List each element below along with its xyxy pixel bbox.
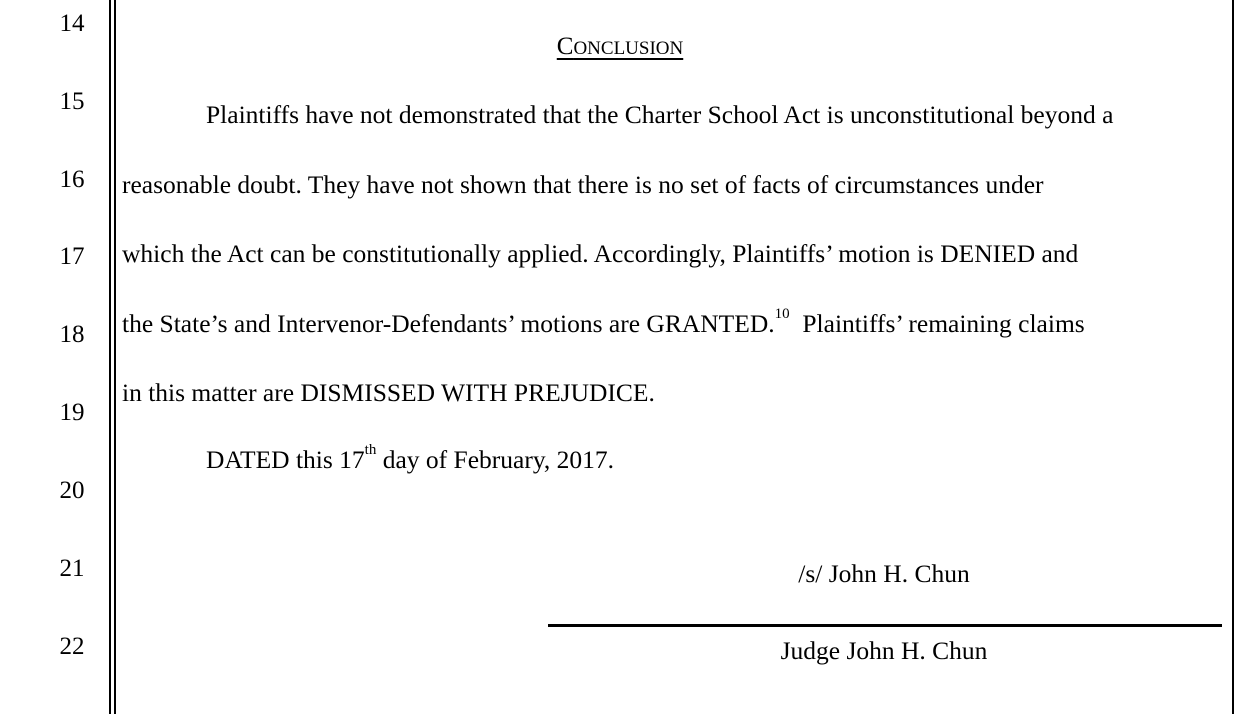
line-number: 21 <box>59 555 85 582</box>
electronic-signature: /s/ John H. Chun <box>798 559 970 588</box>
dated-line <box>206 442 615 474</box>
signature-line <box>548 624 1222 627</box>
body-line-2: reasonable doubt. They have not shown that there is no set of facts of circumstances under <box>122 170 1044 199</box>
line-number: 14 <box>59 10 85 37</box>
body-line-5: in this matter are DISMISSED WITH PREJUDICE. <box>122 378 655 407</box>
line-number: 22 <box>59 633 85 660</box>
footnote-marker: 10 <box>774 306 790 322</box>
line-number: 18 <box>59 321 85 348</box>
heading-first-letter: C <box>556 33 574 60</box>
body-line-1: Plaintiffs have not demonstrated that the Charter School Act is unconstitutional beyond a <box>206 100 1114 129</box>
body-line-4 <box>122 306 1085 338</box>
dated-prefix: DATED this 17 <box>206 445 365 474</box>
left-margin-rule-inner <box>114 0 116 714</box>
dated-suffix: day of February, 2017. <box>376 445 615 474</box>
line-number: 19 <box>59 399 85 426</box>
dated-ordinal: th <box>364 442 377 458</box>
line-number: 17 <box>59 243 85 270</box>
body-line-4-tail: Plaintiffs’ remaining claims <box>789 309 1085 338</box>
signer-name: Judge John H. Chun <box>780 636 988 665</box>
body-line-3: which the Act can be constitutionally applied. Accordingly, Plaintiffs’ motion is DENIED and <box>122 239 1079 268</box>
right-margin-rule <box>1232 0 1234 714</box>
line-number: 20 <box>59 477 85 504</box>
left-margin-rule-outer <box>109 0 111 714</box>
body-line-4-main: the State’s and Intervenor-Defendants’ motions are GRANTED. <box>122 309 775 338</box>
line-number: 15 <box>59 88 85 115</box>
section-heading <box>0 33 1240 61</box>
line-number: 16 <box>59 166 85 193</box>
heading-rest: ONCLUSION <box>573 38 684 59</box>
